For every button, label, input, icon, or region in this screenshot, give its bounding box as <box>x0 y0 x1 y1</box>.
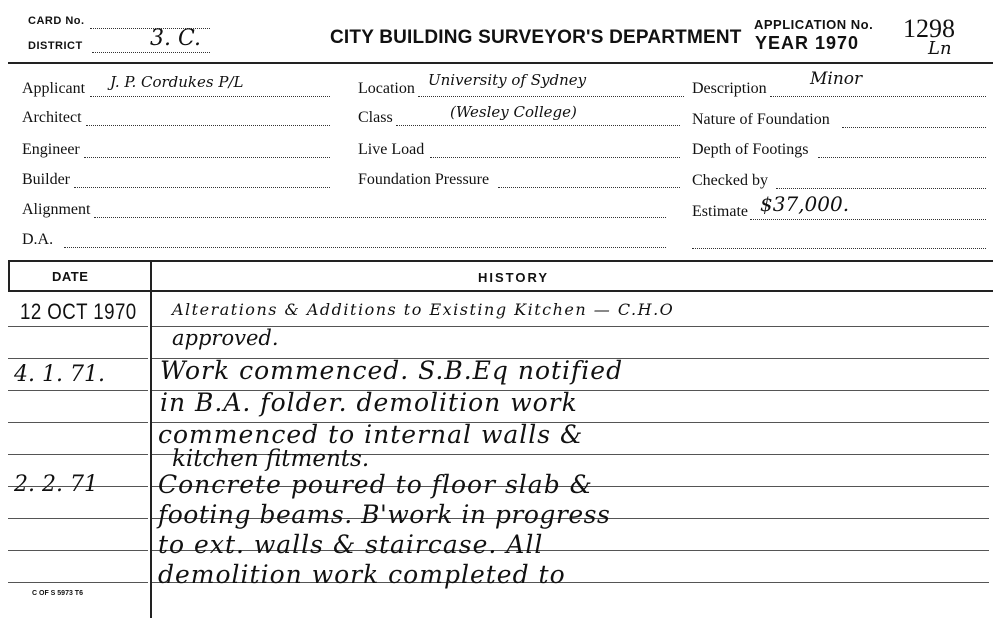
architect-label: Architect <box>22 109 82 126</box>
location-value: University of Sydney <box>428 71 587 89</box>
date-entry: 2. 2. 71 <box>14 472 98 497</box>
live-load-label: Live Load <box>358 141 425 158</box>
history-line: approved. <box>172 326 279 350</box>
date-entry: 4. 1. 71. <box>14 362 105 387</box>
year-label: YEAR 1970 <box>755 33 860 53</box>
history-line: Concrete poured to floor slab & <box>158 470 593 499</box>
application-no-value: 1298 <box>903 14 955 43</box>
history-line: kitchen fitments. <box>172 446 370 472</box>
date-entry: 12 OCT 1970 <box>20 299 137 324</box>
checked-by-label: Checked by <box>692 172 768 189</box>
application-suffix: Ln <box>928 38 952 59</box>
history-line: in B.A. folder. demolition work <box>160 388 578 417</box>
depth-of-footings-label: Depth of Footings <box>692 141 809 158</box>
department-title: CITY BUILDING SURVEYOR'S DEPARTMENT <box>330 27 742 48</box>
card-no-label: CARD No. <box>28 15 85 27</box>
applicant-label: Applicant <box>22 80 86 97</box>
class-value: (Wesley College) <box>450 103 577 121</box>
location-label: Location <box>358 80 415 97</box>
foundation-pressure-label: Foundation Pressure <box>358 171 490 188</box>
estimate-label: Estimate <box>692 203 748 220</box>
da-label: D.A. <box>22 231 54 248</box>
history-line: Work commenced. S.B.Eq notified <box>160 356 624 385</box>
history-column-header: HISTORY <box>478 270 550 285</box>
description-label: Description <box>692 80 767 97</box>
application-no-label: APPLICATION No. <box>754 17 874 32</box>
history-line: Alterations & Additions to Existing Kitchen — C.H.O <box>172 300 675 319</box>
estimate-value: $37,000. <box>760 192 850 216</box>
history-line: footing beams. B'work in progress <box>158 500 611 529</box>
form-code: C OF S 5973 T6 <box>32 590 83 597</box>
alignment-label: Alignment <box>22 201 91 218</box>
district-label: DISTRICT <box>28 40 83 52</box>
history-line: demolition work completed to <box>158 560 566 589</box>
nature-of-foundation-label: Nature of Foundation <box>692 111 830 128</box>
history-line: commenced to internal walls & <box>158 420 584 449</box>
description-value: Minor <box>810 69 863 89</box>
builder-label: Builder <box>22 171 70 188</box>
applicant-value: J. P. Cordukes P/L <box>110 73 244 91</box>
class-label: Class <box>358 109 393 126</box>
engineer-label: Engineer <box>22 141 80 158</box>
history-line: to ext. walls & staircase. All <box>158 530 544 559</box>
district-value: 3. C. <box>150 26 202 51</box>
date-column-header: DATE <box>52 269 89 284</box>
